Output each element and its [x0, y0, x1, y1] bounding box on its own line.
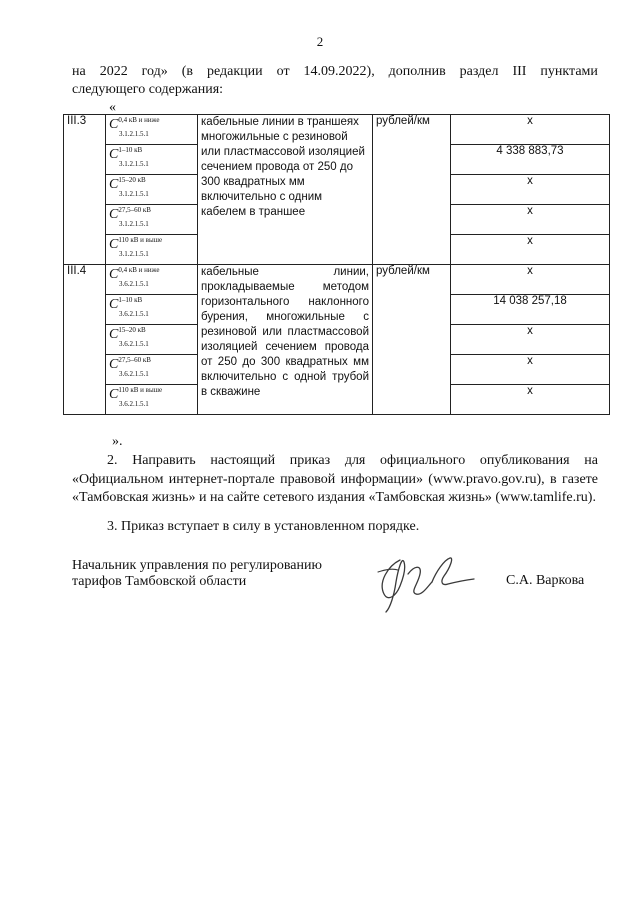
rate-symbol	[106, 265, 198, 295]
rate-value: x	[451, 385, 610, 415]
intro-word: на	[72, 64, 86, 79]
intro-word: (в	[181, 64, 194, 79]
rate-value: x	[451, 205, 610, 235]
rate-symbol-subscript: 3.1.2.1.5.1	[119, 160, 149, 168]
rate-symbol-subscript: 3.6.2.1.5.1	[119, 310, 149, 318]
rate-symbol	[106, 235, 198, 265]
intro-word: раздел	[459, 64, 499, 79]
rate-symbol-letter: C	[109, 117, 119, 132]
rate-symbol	[106, 205, 198, 235]
intro-paragraph	[72, 63, 598, 99]
intro-word: 2022	[99, 64, 128, 79]
rate-symbol	[106, 295, 198, 325]
rate-symbol-superscript: 27,5–60 кВ	[118, 206, 151, 214]
paragraph-3-text: 3. Приказ вступает в силу в установленном порядке.	[107, 519, 420, 534]
rate-symbol-subscript: 3.1.2.1.5.1	[119, 190, 149, 198]
item-unit: рублей/км	[373, 265, 451, 415]
intro-word: год»	[141, 64, 168, 79]
intro-word: от	[276, 64, 290, 79]
rate-symbol-letter: C	[109, 387, 119, 402]
rate-symbol-letter: C	[109, 327, 119, 342]
rate-symbol	[106, 355, 198, 385]
rate-symbol-superscript: 15–20 кВ	[118, 176, 146, 184]
rate-symbol-subscript: 3.6.2.1.5.1	[119, 280, 149, 288]
intro-word: редакции	[207, 64, 263, 79]
rate-symbol-letter: C	[109, 237, 119, 252]
rate-symbol-subscript: 3.6.2.1.5.1	[119, 400, 149, 408]
rate-symbol-superscript: 0,4 кВ и ниже	[118, 266, 160, 274]
table-row	[64, 115, 610, 145]
paragraph-2-text: 2. Направить настоящий приказ для официального опубликования на «Официальном интернет-портале правовой информации» (www.pravo.gov.ru), в газете «Тамбовская жизнь» и на сайте сетевого издания «Тамбовская жизнь» (www.tamlife.ru).	[72, 453, 598, 505]
rate-symbol-superscript: 1–10 кВ	[118, 146, 143, 154]
signatory-name: С.А. Варкова	[506, 573, 585, 588]
paragraph-3	[72, 518, 598, 537]
rate-symbol	[106, 115, 198, 145]
rate-symbol-superscript: 0,4 кВ и ниже	[118, 116, 160, 124]
intro-word: пунктами	[540, 64, 598, 79]
rate-value: 14 038 257,18	[451, 295, 610, 325]
intro-line-2: следующего содержания:	[72, 82, 224, 97]
rate-symbol-subscript: 3.6.2.1.5.1	[119, 340, 149, 348]
rate-symbol-subscript: 3.6.2.1.5.1	[119, 370, 149, 378]
item-description: кабельные линии, прокладываемые методом горизонтального наклонного бурения, многожильные с резиновой или пластмассовой изоляцией сечением провода от 250 до 300 квадратных мм включительно с одной трубой в скважине	[198, 265, 373, 415]
rate-symbol-superscript: 1–10 кВ	[118, 296, 143, 304]
intro-word: III	[512, 64, 527, 79]
rate-value: x	[451, 265, 610, 295]
rate-symbol-superscript: 27,5–60 кВ	[118, 356, 151, 364]
closing-quote: ».	[112, 434, 123, 449]
signatory-title-line-2: тарифов Тамбовской области	[72, 574, 247, 589]
paragraph-2	[72, 452, 598, 508]
rate-value: x	[451, 175, 610, 205]
intro-line-1	[72, 63, 598, 81]
item-number: III.3	[64, 115, 106, 265]
rate-symbol-letter: C	[109, 207, 119, 222]
table-row	[64, 265, 610, 295]
rate-symbol-letter: C	[109, 147, 119, 162]
handwritten-signature	[370, 552, 490, 614]
signatory-title-line-1: Начальник управления по регулированию	[72, 558, 322, 573]
page-number: 2	[316, 34, 324, 49]
item-unit: рублей/км	[373, 115, 451, 265]
rate-value: 4 338 883,73	[451, 145, 610, 175]
rate-symbol-letter: C	[109, 267, 119, 282]
rate-symbol-letter: C	[109, 357, 119, 372]
item-description: кабельные линии в траншеях многожильные с резиновой или пластмассовой изоляцией сечением провода от 250 до 300 квадратных мм включительно с одним кабелем в траншее	[198, 115, 373, 265]
rate-symbol-letter: C	[109, 177, 119, 192]
signatory-title	[72, 558, 322, 590]
rate-symbol-superscript: 110 кВ и выше	[118, 236, 163, 244]
rate-value: x	[451, 355, 610, 385]
rate-symbol-subscript: 3.1.2.1.5.1	[119, 130, 149, 138]
opening-quote: «	[109, 100, 116, 115]
intro-word: 14.09.2022),	[303, 64, 375, 79]
rate-symbol-subscript: 3.1.2.1.5.1	[119, 220, 149, 228]
rate-symbol	[106, 175, 198, 205]
rate-value: x	[451, 325, 610, 355]
rate-symbol-subscript: 3.1.2.1.5.1	[119, 250, 149, 258]
rate-symbol	[106, 385, 198, 415]
intro-word: дополнив	[388, 64, 446, 79]
rate-value: x	[451, 115, 610, 145]
rate-value: x	[451, 235, 610, 265]
rate-symbol-superscript: 15–20 кВ	[118, 326, 146, 334]
rate-symbol	[106, 325, 198, 355]
rate-symbol-letter: C	[109, 297, 119, 312]
rates-table	[63, 114, 610, 415]
rate-symbol	[106, 145, 198, 175]
rate-symbol-superscript: 110 кВ и выше	[118, 386, 163, 394]
item-number: III.4	[64, 265, 106, 415]
